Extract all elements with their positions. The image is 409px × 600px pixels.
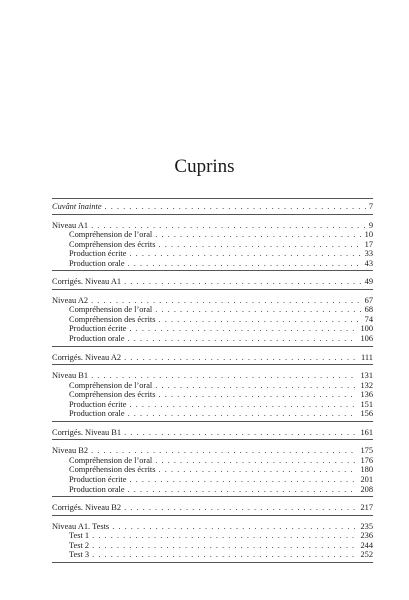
- toc-subentry: [52, 240, 373, 250]
- toc-page-number: 175: [360, 446, 373, 456]
- dot-leader: [92, 541, 357, 551]
- toc-entry-label: Corrigés. Niveau B2: [52, 503, 122, 513]
- toc-entry: [52, 296, 373, 306]
- dot-leader: [105, 202, 366, 212]
- toc-entry-label: Production orale: [69, 409, 125, 419]
- toc-page-number: 67: [364, 295, 373, 305]
- toc-page-number: 208: [360, 484, 373, 494]
- dot-leader: [159, 390, 358, 400]
- toc-page-number: 106: [360, 334, 373, 344]
- toc-section: [52, 371, 373, 422]
- toc-entry-label: Compréhension des écrits: [69, 465, 156, 475]
- toc-subentry: [52, 550, 373, 560]
- toc-entry-label: Production orale: [69, 258, 125, 268]
- toc-subentry: [52, 409, 373, 419]
- dot-leader: [124, 428, 357, 438]
- dot-leader: [155, 456, 357, 466]
- toc-page-number: 74: [364, 314, 373, 324]
- toc-entry: [52, 353, 373, 363]
- toc-entry-label: Corrigés. Niveau A1: [52, 277, 122, 287]
- toc-entry-label: Test 2: [69, 540, 90, 550]
- toc-subentry: [52, 390, 373, 400]
- toc-page-number: 244: [360, 540, 373, 550]
- toc-subentry: [52, 456, 373, 466]
- dot-leader: [124, 503, 357, 513]
- toc-entry-label: Niveau A2: [52, 295, 89, 305]
- dot-leader: [155, 305, 361, 315]
- toc-entry-label: Corrigés. Niveau A2: [52, 352, 122, 362]
- dot-leader: [159, 315, 362, 325]
- page-title: Cuprins: [174, 156, 235, 177]
- dot-leader: [124, 353, 358, 363]
- toc-entry-label: Production écrite: [69, 249, 127, 259]
- toc-page-number: 156: [360, 409, 373, 419]
- toc-entry-label: Niveau A1: [52, 220, 89, 230]
- toc-section: [52, 198, 373, 215]
- toc-subentry: [52, 381, 373, 391]
- toc-entry-label: Niveau B2: [52, 446, 89, 456]
- toc-subentry: [52, 259, 373, 269]
- toc-entry-label: Compréhension des écrits: [69, 239, 156, 249]
- dot-leader: [129, 249, 361, 259]
- toc-entry: [52, 503, 373, 513]
- toc-page-number: 131: [360, 371, 373, 381]
- table-of-contents: [52, 198, 373, 569]
- toc-page-number: 9: [368, 220, 373, 230]
- toc-entry-label: Production écrite: [69, 475, 127, 485]
- toc-subentry: [52, 531, 373, 541]
- toc-subentry: [52, 485, 373, 495]
- toc-page-number: 176: [360, 455, 373, 465]
- toc-entry-label: Production écrite: [69, 399, 127, 409]
- toc-section: [52, 221, 373, 272]
- toc-page-number: 151: [360, 399, 373, 409]
- dot-leader: [129, 324, 357, 334]
- dot-leader: [129, 400, 357, 410]
- toc-page-number: 161: [360, 427, 373, 437]
- toc-entry-label: Compréhension de l’oral: [69, 230, 153, 240]
- dot-leader: [128, 485, 358, 495]
- toc-section: [52, 277, 373, 290]
- toc-page-number: 252: [360, 550, 373, 560]
- dot-leader: [91, 296, 362, 306]
- dot-leader: [155, 381, 357, 391]
- toc-entry: [52, 371, 373, 381]
- toc-entry: [52, 202, 373, 212]
- toc-entry-label: Production écrite: [69, 324, 127, 334]
- toc-entry: [52, 428, 373, 438]
- toc-subentry: [52, 541, 373, 551]
- toc-page-number: 217: [360, 503, 373, 513]
- toc-entry-label: Test 3: [69, 550, 90, 560]
- toc-section: [52, 522, 373, 563]
- dot-leader: [128, 259, 362, 269]
- toc-entry-label: Compréhension des écrits: [69, 314, 156, 324]
- dot-leader: [91, 371, 357, 381]
- toc-subentry: [52, 400, 373, 410]
- toc-page-number: 136: [360, 390, 373, 400]
- toc-page-number: 111: [361, 352, 373, 362]
- toc-page-number: 100: [360, 324, 373, 334]
- toc-page-number: 132: [360, 380, 373, 390]
- dot-leader: [92, 531, 357, 541]
- toc-entry: [52, 446, 373, 456]
- toc-page-number: 33: [364, 249, 373, 259]
- toc-subentry: [52, 475, 373, 485]
- toc-section: [52, 428, 373, 441]
- toc-entry: [52, 221, 373, 231]
- dot-leader: [124, 277, 362, 287]
- dot-leader: [155, 230, 361, 240]
- dot-leader: [159, 465, 358, 475]
- toc-section: [52, 353, 373, 366]
- toc-entry-label: Compréhension de l’oral: [69, 305, 153, 315]
- toc-entry-label: Production orale: [69, 484, 125, 494]
- toc-section: [52, 503, 373, 516]
- toc-entry: [52, 522, 373, 532]
- dot-leader: [91, 446, 357, 456]
- dot-leader: [128, 409, 358, 419]
- toc-page-number: 180: [360, 465, 373, 475]
- toc-page-number: 201: [360, 475, 373, 485]
- toc-page-number: 43: [364, 258, 373, 268]
- toc-section: [52, 296, 373, 347]
- dot-leader: [112, 522, 357, 532]
- toc-subentry: [52, 230, 373, 240]
- toc-entry-label: Cuvânt înainte: [52, 202, 102, 211]
- toc-subentry: [52, 315, 373, 325]
- toc-entry-label: Compréhension de l’oral: [69, 380, 153, 390]
- toc-entry-label: Production orale: [69, 334, 125, 344]
- toc-subentry: [52, 324, 373, 334]
- toc-entry: [52, 277, 373, 287]
- toc-subentry: [52, 465, 373, 475]
- toc-page-number: 10: [364, 230, 373, 240]
- toc-page-number: 235: [360, 521, 373, 531]
- toc-section: [52, 446, 373, 497]
- toc-subentry: [52, 305, 373, 315]
- dot-leader: [128, 334, 358, 344]
- toc-page-number: 7: [368, 202, 373, 211]
- toc-entry-label: Niveau A1. Tests: [52, 521, 110, 531]
- toc-entry-label: Compréhension de l’oral: [69, 455, 153, 465]
- toc-entry-label: Compréhension des écrits: [69, 390, 156, 400]
- toc-page-number: 17: [364, 239, 373, 249]
- toc-subentry: [52, 249, 373, 259]
- toc-page-number: 68: [364, 305, 373, 315]
- toc-page-number: 236: [360, 531, 373, 541]
- dot-leader: [159, 240, 362, 250]
- toc-page-number: 49: [364, 277, 373, 287]
- toc-entry-label: Niveau B1: [52, 371, 89, 381]
- toc-entry-label: Test 1: [69, 531, 90, 541]
- dot-leader: [129, 475, 357, 485]
- dot-leader: [92, 550, 357, 560]
- toc-subentry: [52, 334, 373, 344]
- toc-entry-label: Corrigés. Niveau B1: [52, 427, 122, 437]
- dot-leader: [91, 221, 366, 231]
